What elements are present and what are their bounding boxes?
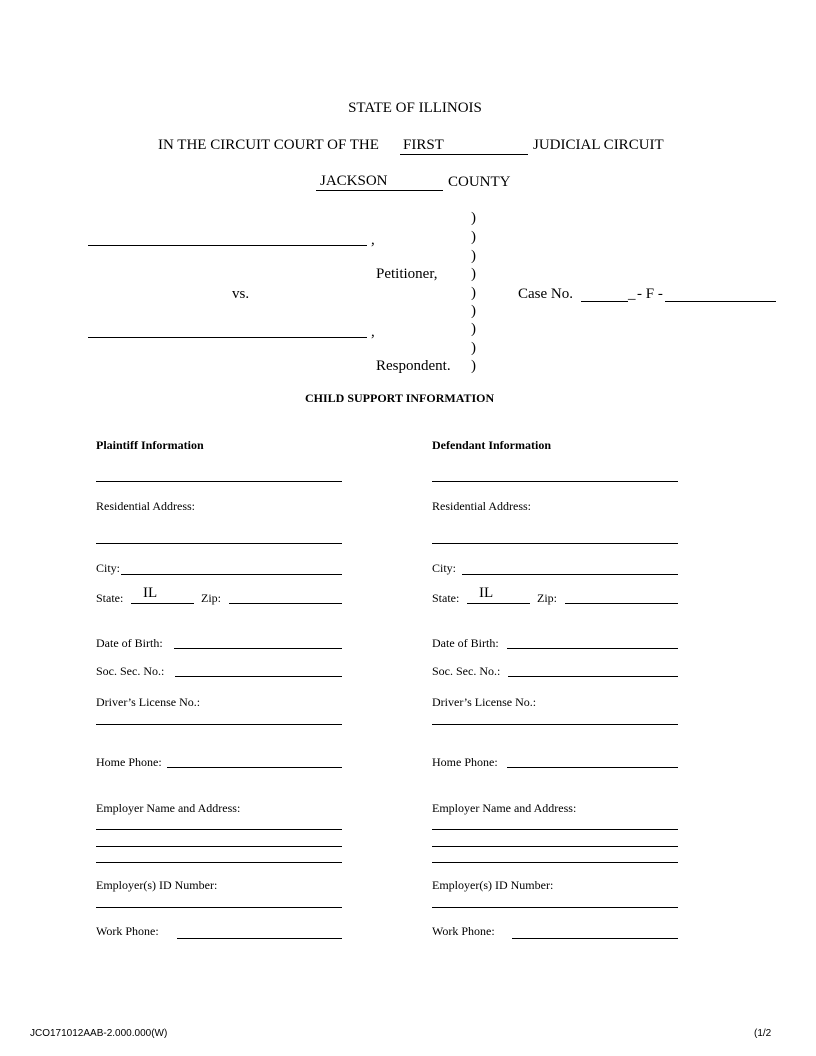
defendant-employer-id-label: Employer(s) ID Number: [432, 878, 554, 892]
plaintiff-employer-line-2[interactable] [96, 846, 342, 847]
defendant-state-value[interactable]: IL [479, 585, 494, 601]
plaintiff-state-line[interactable] [131, 603, 194, 604]
petitioner-comma: , [371, 232, 375, 248]
form-title: CHILD SUPPORT INFORMATION [305, 391, 495, 405]
defendant-state-line[interactable] [467, 603, 530, 604]
case-no-year-line[interactable] [581, 301, 628, 302]
plaintiff-heading: Plaintiff Information [96, 438, 204, 452]
plaintiff-dl-line[interactable] [96, 724, 342, 725]
plaintiff-address-line[interactable] [96, 543, 342, 544]
defendant-dob-line[interactable] [507, 648, 678, 649]
circuit-value[interactable]: FIRST [403, 137, 444, 153]
defendant-city-line[interactable] [462, 574, 678, 575]
defendant-employer-line-3[interactable] [432, 862, 678, 863]
plaintiff-state-label: State: [96, 591, 124, 605]
defendant-ssn-label: Soc. Sec. No.: [432, 664, 501, 678]
defendant-zip-label: Zip: [537, 591, 557, 605]
respondent-comma: , [371, 324, 375, 340]
respondent-label: Respondent. [376, 358, 451, 374]
defendant-dl-label: Driver’s License No.: [432, 695, 537, 709]
paren-9: ) [471, 358, 476, 374]
case-no-label: Case No. [518, 286, 573, 302]
plaintiff-dl-label: Driver’s License No.: [96, 695, 201, 709]
defendant-zip-line[interactable] [565, 603, 678, 604]
defendant-ssn-line[interactable] [508, 676, 678, 677]
case-no-mid: - F - [637, 286, 663, 302]
plaintiff-state-value[interactable]: IL [143, 585, 158, 601]
defendant-dob-label: Date of Birth: [432, 636, 499, 650]
paren-8: ) [471, 340, 476, 356]
plaintiff-employer-label: Employer Name and Address: [96, 801, 241, 815]
plaintiff-employer-id-label: Employer(s) ID Number: [96, 878, 218, 892]
defendant-work-phone-label: Work Phone: [432, 924, 495, 938]
circuit-line [400, 154, 528, 155]
vs-label: vs. [232, 286, 250, 302]
plaintiff-home-phone-label: Home Phone: [96, 755, 162, 769]
petitioner-label: Petitioner, [376, 266, 438, 282]
paren-6: ) [471, 303, 476, 319]
paren-2: ) [471, 229, 476, 245]
plaintiff-dob-label: Date of Birth: [96, 636, 163, 650]
paren-1: ) [471, 210, 476, 226]
plaintiff-ssn-label: Soc. Sec. No.: [96, 664, 165, 678]
paren-7: ) [471, 321, 476, 337]
defendant-employer-line-1[interactable] [432, 829, 678, 830]
county-value[interactable]: JACKSON [320, 173, 388, 189]
plaintiff-zip-label: Zip: [201, 591, 221, 605]
defendant-name-line[interactable] [432, 481, 678, 482]
defendant-address-line[interactable] [432, 543, 678, 544]
plaintiff-name-line[interactable] [96, 481, 342, 482]
petitioner-name-line[interactable] [88, 245, 367, 246]
plaintiff-work-phone-label: Work Phone: [96, 924, 159, 938]
respondent-name-line[interactable] [88, 337, 367, 338]
plaintiff-employer-line-3[interactable] [96, 862, 342, 863]
defendant-heading: Defendant Information [432, 438, 551, 452]
case-no-sep: _ [628, 286, 636, 302]
footer-form-code: JCO171012AAB-2.000.000(W) [30, 1028, 168, 1039]
defendant-employer-label: Employer Name and Address: [432, 801, 577, 815]
plaintiff-city-label: City: [96, 561, 121, 575]
plaintiff-employer-id-line[interactable] [96, 907, 342, 908]
defendant-employer-line-2[interactable] [432, 846, 678, 847]
footer-page: (1/2 [754, 1028, 772, 1039]
case-no-number-line[interactable] [665, 301, 776, 302]
plaintiff-home-phone-line[interactable] [167, 767, 342, 768]
defendant-home-phone-line[interactable] [507, 767, 678, 768]
plaintiff-zip-line[interactable] [229, 603, 342, 604]
plaintiff-employer-line-1[interactable] [96, 829, 342, 830]
plaintiff-dob-line[interactable] [174, 648, 342, 649]
plaintiff-ssn-line[interactable] [175, 676, 342, 677]
paren-3: ) [471, 248, 476, 264]
defendant-state-label: State: [432, 591, 460, 605]
paren-4: ) [471, 266, 476, 282]
plaintiff-address-label: Residential Address: [96, 499, 195, 513]
defendant-dl-line[interactable] [432, 724, 678, 725]
defendant-home-phone-label: Home Phone: [432, 755, 498, 769]
state-heading: STATE OF ILLINOIS [348, 100, 482, 116]
court-suffix: JUDICIAL CIRCUIT [533, 137, 664, 153]
plaintiff-city-line[interactable] [121, 574, 342, 575]
defendant-city-label: City: [432, 561, 457, 575]
paren-5: ) [471, 285, 476, 301]
plaintiff-work-phone-line[interactable] [177, 938, 342, 939]
defendant-employer-id-line[interactable] [432, 907, 678, 908]
court-prefix: IN THE CIRCUIT COURT OF THE [158, 137, 379, 153]
defendant-work-phone-line[interactable] [512, 938, 678, 939]
defendant-address-label: Residential Address: [432, 499, 531, 513]
county-line [316, 190, 443, 191]
county-label: COUNTY [448, 174, 511, 190]
